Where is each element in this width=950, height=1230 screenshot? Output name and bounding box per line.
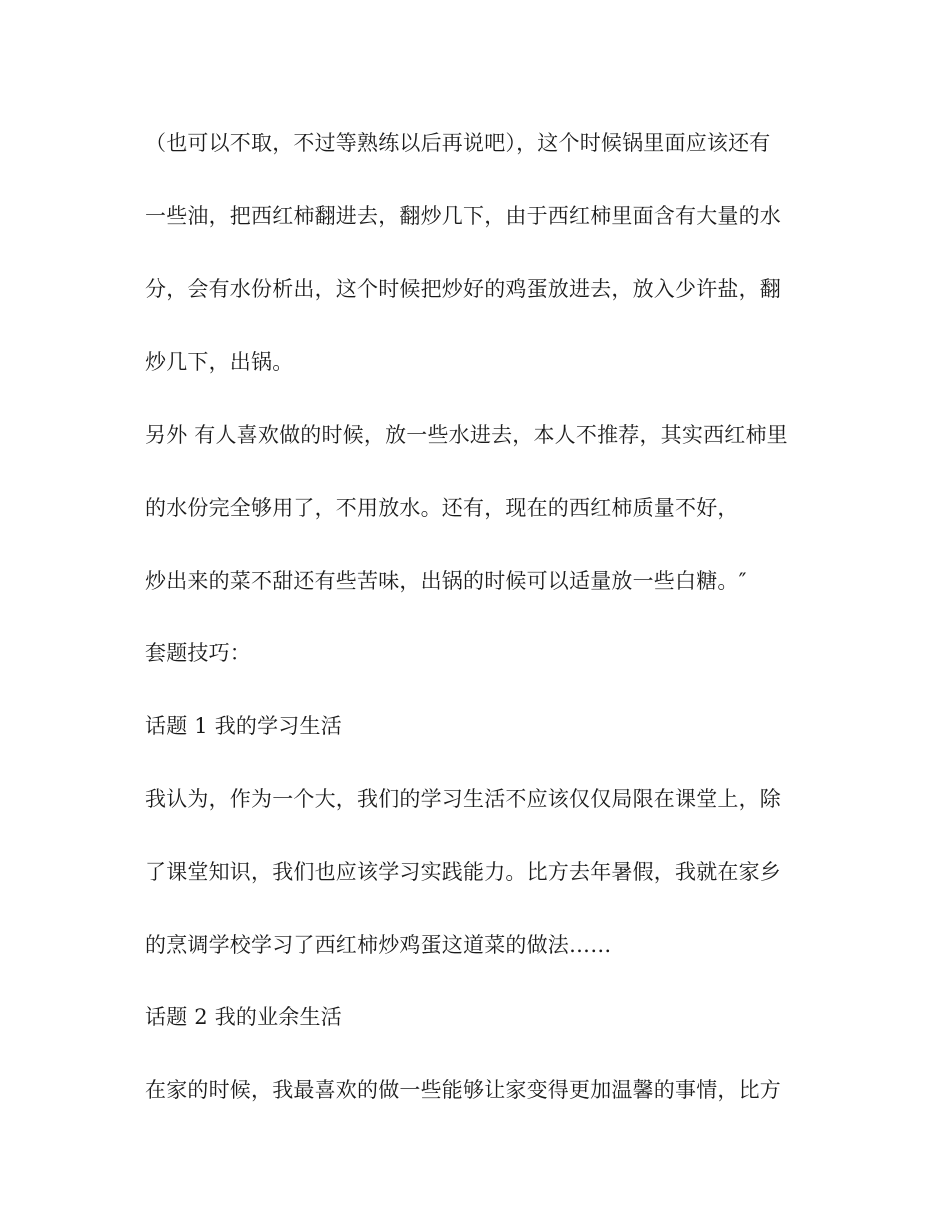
paragraph-line: 在家的时候，我最喜欢的做一些能够让家变得更加温馨的事情，比方 [145, 1078, 781, 1102]
paragraph-line: 了课堂知识，我们也应该学习实践能力。比方去年暑假，我就在家乡 [145, 860, 781, 884]
paragraph-line: 一些油，把西红柿翻进去，翻炒几下，由于西红柿里面含有大量的水 [145, 204, 781, 228]
paragraph-line: 另外 有人喜欢做的时候，放一些水进去，本人不推荐，其实西红柿里 [145, 423, 788, 447]
paragraph-line: 我认为，作为一个大，我们的学习生活不应该仅仅局限在课堂上，除 [145, 787, 781, 811]
paragraph-line: 炒出来的菜不甜还有些苦味，出锅的时候可以适量放一些白糖。″ [145, 569, 747, 593]
paragraph-line: 的水份完全够用了，不用放水。还有，现在的西红柿质量不好， [145, 496, 739, 520]
paragraph-line: 分，会有水份析出，这个时候把炒好的鸡蛋放进去，放入少许盐，翻 [145, 277, 781, 301]
paragraph-line: 的烹调学校学习了西红柿炒鸡蛋这道菜的做法…… [145, 933, 612, 957]
topic-heading: 话题 1 我的学习生活 [145, 714, 342, 738]
topic-heading: 话题 2 我的业余生活 [145, 1005, 342, 1029]
paragraph-line: （也可以不取，不过等熟练以后再说吧），这个时候锅里面应该还有 [145, 131, 771, 155]
section-heading: 套题技巧： [145, 641, 251, 665]
paragraph-line: 炒几下，出锅。 [145, 350, 294, 374]
